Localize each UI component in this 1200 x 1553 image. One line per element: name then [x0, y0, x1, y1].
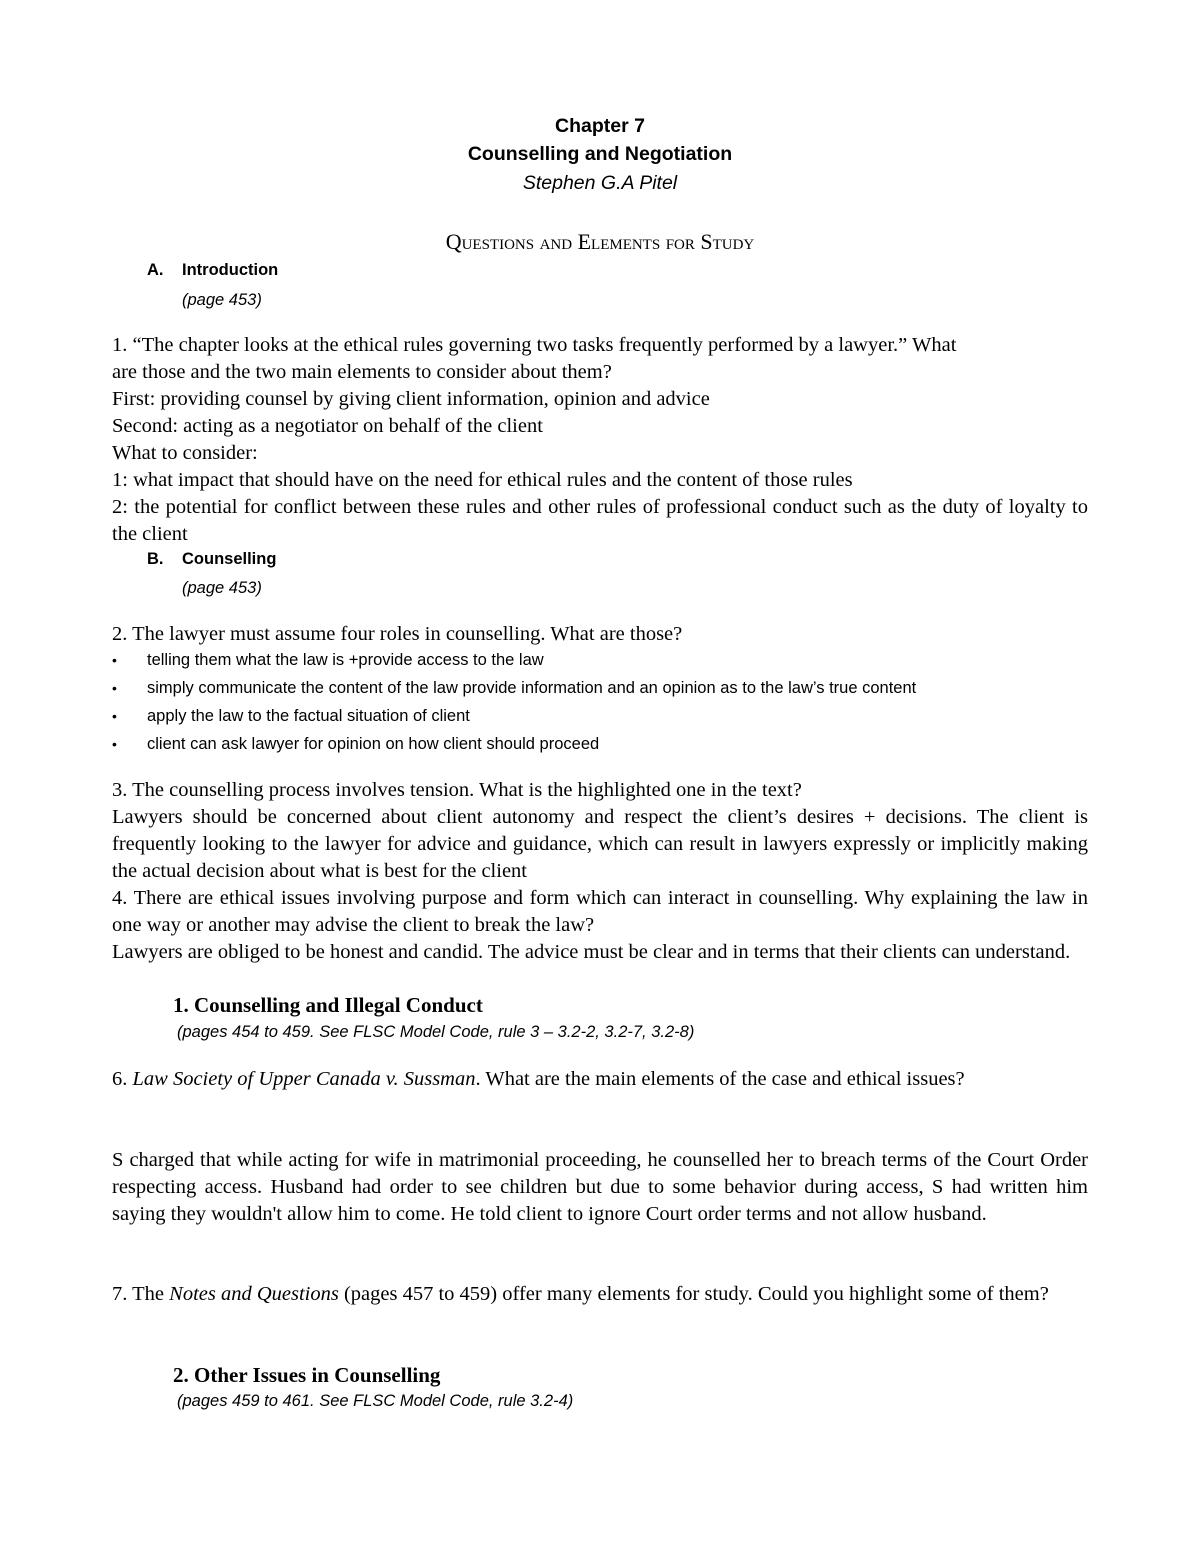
bullet-text: telling them what the law is +provide access to the law — [147, 651, 544, 669]
bullet-marker: • — [112, 736, 117, 752]
q4-answer: Lawyers are obliged to be honest and candid. The advice must be clear and in terms that their clients can understand. — [112, 941, 1071, 963]
bullet-marker: • — [112, 652, 117, 668]
subsection-2-title: 2. Other Issues in Counselling — [173, 1363, 441, 1387]
subsection-1-page-ref: (pages 454 to 459. See FLSC Model Code, rule 3 – 3.2-2, 3.2-7, 3.2-8) — [177, 1023, 695, 1041]
section-b-title: Counselling — [182, 550, 277, 568]
section-b-letter: B. — [147, 550, 164, 568]
q6-case-name: Law Society of Upper Canada v. Sussman — [132, 1068, 476, 1090]
q1-question-line1: 1. “The chapter looks at the ethical rules governing two tasks frequently performed by a lawyer.” What — [112, 334, 957, 356]
section-a-letter: A. — [147, 261, 164, 279]
study-heading: Questions and Elements for Study — [445, 229, 755, 254]
bullet-text: client can ask lawyer for opinion on how client should proceed — [147, 735, 600, 753]
q1-question-line2: are those and the two main elements to consider about them? — [112, 361, 612, 383]
section-a-title: Introduction — [182, 261, 279, 279]
list-item — [112, 735, 599, 754]
q1-consider: What to consider: — [112, 442, 258, 464]
bullet-text: simply communicate the content of the law provide information and an opinion as to the law’s true content — [147, 679, 917, 697]
q6-answer: S charged that while acting for wife in matrimonial proceeding, he counselled her to breach terms of the Court Order respecting access. Husband had order to see children but due to some behavior during access, S had written him saying they wouldn't allow him to come. He told client to ignore Court order terms and not allow husband. — [112, 1149, 1088, 1225]
q6-question — [112, 1066, 1088, 1093]
q3-question: 3. The counselling process involves tension. What is the highlighted one in the text? — [112, 779, 802, 801]
q7-question — [112, 1281, 1088, 1308]
bullet-text: apply the law to the factual situation of client — [147, 707, 470, 725]
q7-rest: (pages 457 to 459) offer many elements for study. Could you highlight some of them? — [343, 1283, 1049, 1305]
section-a-heading — [147, 261, 278, 280]
list-item — [112, 707, 470, 726]
bullet-marker: • — [112, 708, 117, 724]
q4-question: 4. There are ethical issues involving purpose and form which can interact in counselling. Why explaining the law in one way or another may advise the client to break the law? — [112, 887, 1088, 936]
q6-number: 6. — [112, 1068, 128, 1090]
q1-second: Second: acting as a negotiator on behalf of the client — [112, 415, 543, 437]
q6-question-text: . What are the main elements of the case and ethical issues? — [475, 1068, 965, 1090]
section-a-page-ref: (page 453) — [182, 291, 262, 309]
q7-notes-title: Notes and Questions — [169, 1283, 339, 1305]
q1-first: First: providing counsel by giving client information, opinion and advice — [112, 388, 710, 410]
subsection-2-page-ref: (pages 459 to 461. See FLSC Model Code, rule 3.2-4) — [177, 1392, 574, 1410]
bullet-marker: • — [112, 680, 117, 696]
list-item — [112, 651, 544, 670]
q3-answer: Lawyers should be concerned about client autonomy and respect the client’s desires + decisions. The client is frequently looking to the lawyer for advice and guidance, which can result in lawyers expressly or implicitly making the actual decision about what is best for the client — [112, 806, 1088, 882]
chapter-author: Stephen G.A Pitel — [522, 172, 678, 194]
section-b-page-ref: (page 453) — [182, 579, 262, 597]
q1-point1: 1: what impact that should have on the need for ethical rules and the content of those rules — [112, 469, 853, 491]
q1-point2: 2: the potential for conflict between these rules and other rules of professional conduct such as the duty of loyalty to the client — [112, 496, 1088, 545]
list-item — [112, 679, 916, 698]
chapter-number: Chapter 7 — [555, 115, 645, 137]
q7-prefix: 7. The — [112, 1283, 165, 1305]
chapter-title: Counselling and Negotiation — [467, 143, 733, 165]
section-b-heading — [147, 550, 276, 569]
subsection-1-title: 1. Counselling and Illegal Conduct — [173, 993, 483, 1017]
q2-question: 2. The lawyer must assume four roles in counselling. What are those? — [112, 623, 683, 645]
